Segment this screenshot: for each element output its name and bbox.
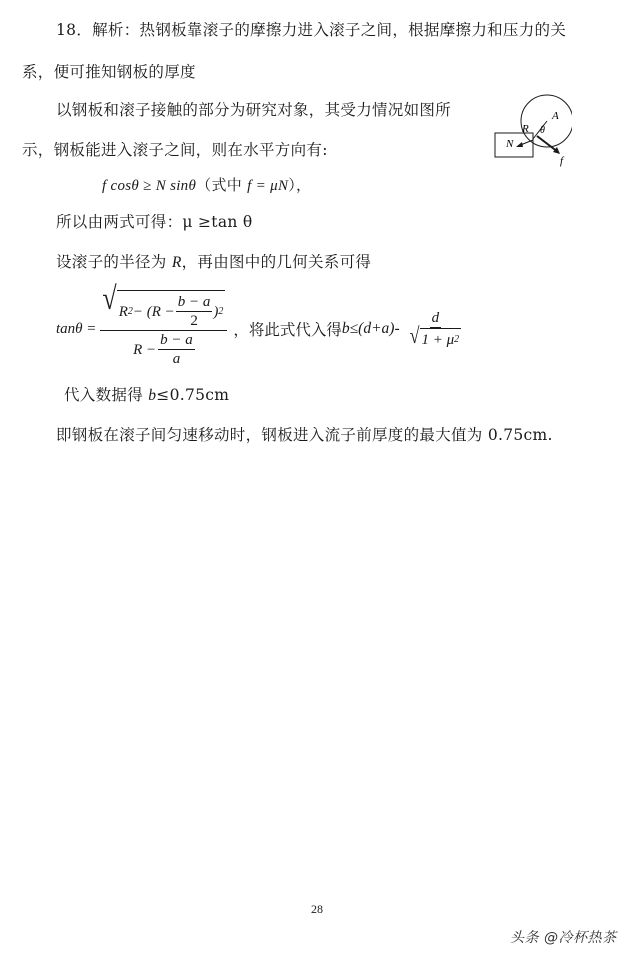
- eq2-inner-numerator: b − a: [177, 294, 211, 310]
- equation-1-main: f cosθ ≥ N sinθ: [102, 178, 197, 194]
- problem-line-2: 系，便可推知钢板的厚度: [22, 63, 196, 81]
- eq2-den-denominator: a: [172, 351, 181, 367]
- force-diagram: [492, 92, 572, 170]
- eq2-d-sqrt-body: [420, 328, 462, 349]
- eq2-sup-3: 2: [454, 334, 460, 345]
- problem-line-9: [64, 385, 229, 406]
- eq2-sup-1: 2: [127, 305, 133, 317]
- eq2-d-denominator: [408, 322, 464, 349]
- eq2-den-r: R −: [133, 341, 157, 358]
- line-7-b: ，再由图中的几何关系可得: [181, 253, 372, 271]
- eq2-main-fraction: [100, 280, 227, 368]
- label-f: f: [560, 155, 564, 167]
- equation-1-note-open: （式中: [196, 176, 248, 194]
- normal-arrow-head: [516, 142, 523, 147]
- eq2-d-fraction: [408, 309, 464, 349]
- watermark: 头条 @冷杯热茶: [510, 930, 617, 946]
- line-7-a: 设滚子的半径为: [56, 253, 172, 271]
- problem-line-10: 即钢板在滚子间匀速移动时，钢板进入流子前厚度的最大值为 0.75cm.: [56, 426, 553, 444]
- sqrt-sign: √: [102, 280, 117, 317]
- eq2-sup-2: 2: [218, 305, 224, 317]
- eq2-den-numerator: b − a: [160, 332, 193, 348]
- friction-force-arrow: [537, 136, 558, 152]
- problem-line-4: 示，钢板能进入滚子之间，则在水平方向有:: [22, 141, 328, 159]
- problem-line-3: 以钢板和滚子接触的部分为研究对象，其受力情况如图所: [56, 101, 452, 119]
- eq2-inner-denominator: 2: [190, 313, 198, 329]
- line-9-a: 代入数据得: [64, 386, 149, 404]
- eq2-lhs: tanθ =: [56, 320, 97, 337]
- eq2-sqrt-r: R: [118, 303, 128, 320]
- eq2-main-numerator: [100, 280, 227, 331]
- equation-1-note-expr: f = μN: [247, 178, 289, 194]
- label-theta: θ: [540, 125, 545, 136]
- eq2-den-fraction: [158, 331, 195, 368]
- eq2-sqrt-mid: − (R −: [132, 303, 175, 320]
- equation-2: [56, 280, 463, 372]
- eq2-d-numerator: d: [431, 310, 440, 326]
- eq2-inner-fraction: [176, 293, 213, 330]
- label-n: N: [506, 138, 514, 150]
- eq2-d-sqrt-content: 1 + μ: [421, 332, 455, 348]
- problem-line-1: 18．解析：热钢板靠滚子的摩擦力进入滚子之间，根据摩擦力和压力的关: [56, 21, 567, 39]
- eq2-sqrt-close: ): [213, 303, 219, 320]
- eq2-sqrt: [102, 280, 225, 330]
- problem-line-6: 所以由两式可得：μ ≥tan θ: [56, 213, 253, 231]
- line-9-c: ≤0.75cm: [156, 386, 230, 404]
- label-r: R: [522, 123, 529, 135]
- line-9-b: b: [148, 387, 157, 404]
- page-number: 28: [311, 902, 323, 916]
- sqrt-body: [117, 290, 226, 330]
- label-a: A: [552, 110, 559, 122]
- equation-1: [102, 175, 311, 196]
- problem-line-7: [56, 252, 371, 273]
- eq2-inequality: b≤(d+a)-: [341, 320, 400, 337]
- steel-plate: [495, 133, 533, 157]
- eq2-text: ，将此式代入得: [233, 321, 342, 339]
- line-7-r: R: [171, 254, 182, 271]
- equation-1-note-close: ），: [288, 176, 312, 194]
- eq2-d-sqrt: [409, 322, 462, 349]
- eq2-main-denominator: [131, 331, 197, 368]
- sqrt-sign-small: √: [409, 322, 420, 348]
